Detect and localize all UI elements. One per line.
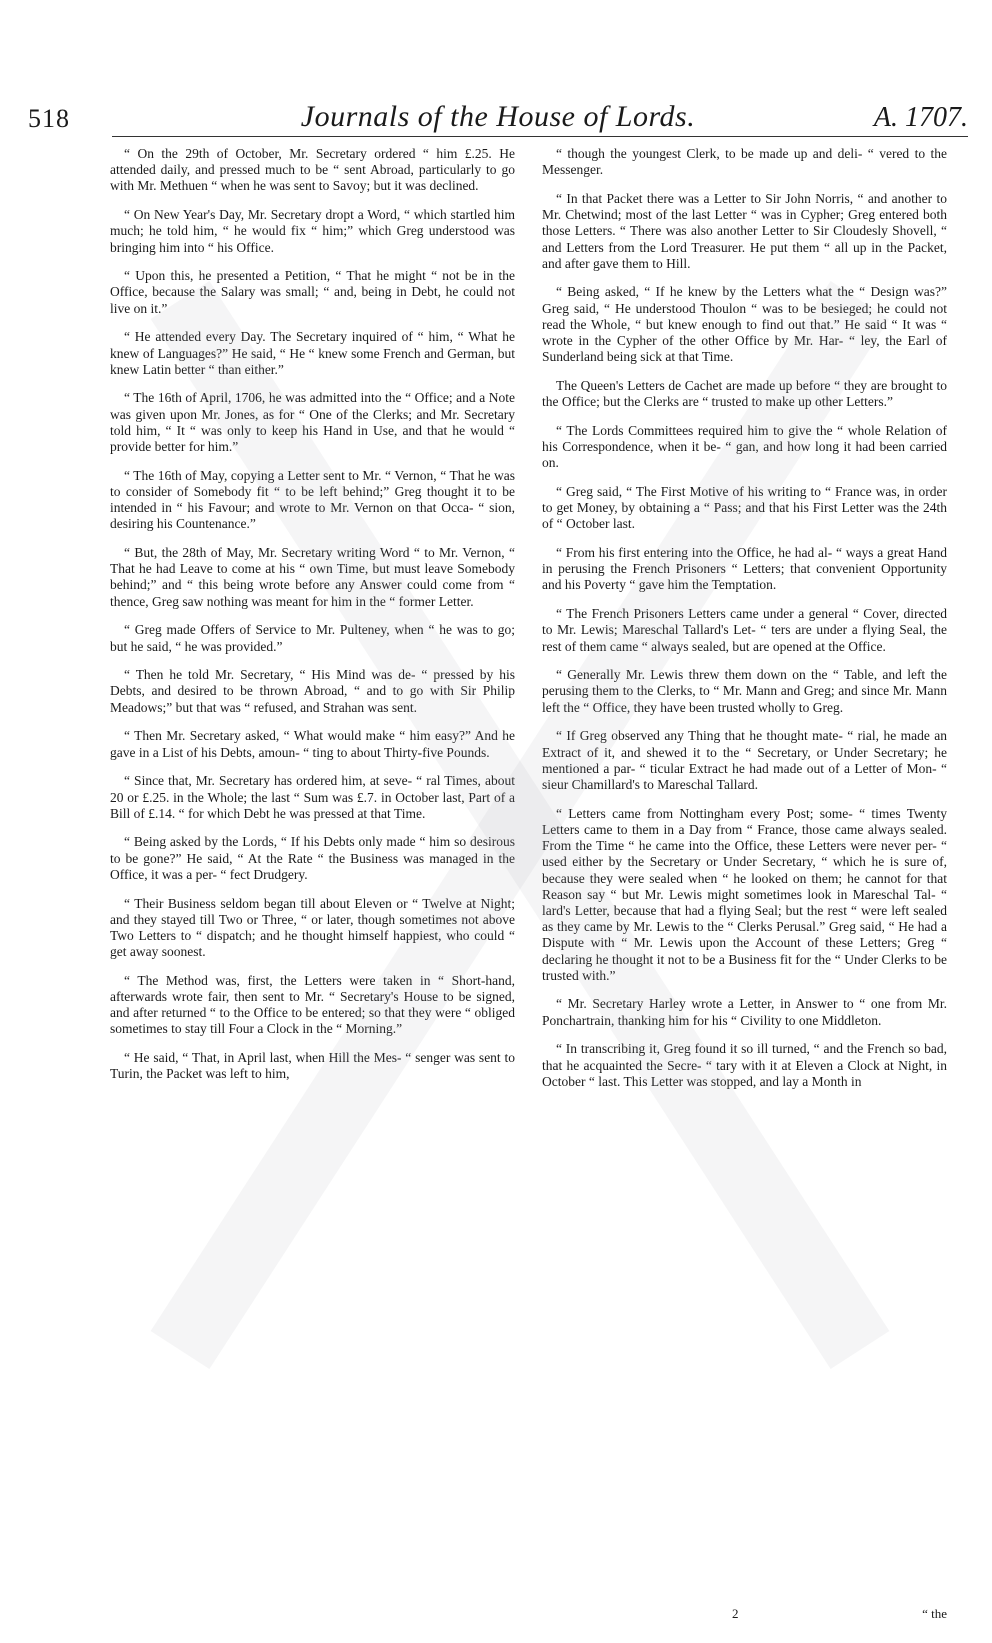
- paragraph: “ He said, “ That, in April last, when Hill the Mes- “ senger was sent to Turin, the Packet was left to him,: [110, 1050, 515, 1082]
- paragraph: “ Being asked by the Lords, “ If his Debts only made “ him so desirous to be gone?” He said, “ At the Rate “ the Business was managed in the Office, it was a per- “ fect Drudgery.: [110, 834, 515, 882]
- page-header: [28, 98, 968, 138]
- paragraph: “ Upon this, he presented a Petition, “ That he might “ not be in the Office, because the Salary was small; “ and, being in Debt, he could not live on it.”: [110, 268, 515, 316]
- paragraph: “ Then he told Mr. Secretary, “ His Mind was de- “ pressed by his Debts, and desired to be thrown Abroad, “ and to go with Sir Philip Meadows;” but that was “ refused, and Strahan was sent.: [110, 667, 515, 715]
- paragraph: “ The Method was, first, the Letters were taken in “ Short-hand, afterwards wrote fair, then sent to Mr. “ Secretary's House to be signed, and after returned “ to the Office to be entered; so that they were “ obliged sometimes to stay till Four a Clock in the “ Morning.”: [110, 972, 515, 1037]
- year-heading: A. 1707.: [873, 102, 968, 133]
- paragraph: “ Their Business seldom began till about Eleven or “ Twelve at Night; and they stayed till Two or Three, “ or later, though sometimes not above Two Letters to “ dispatch; and he thought himself happiest, who could “ get away soonest.: [110, 895, 515, 960]
- paragraph: “ The 16th of April, 1706, he was admitted into the “ Office; and a Note was given upon Mr. Jones, as for “ One of the Clerks; and Mr. Secretary told him, “ It “ was only to keep his Hand in Use, and that he would “ provide better for him.”: [110, 390, 515, 455]
- paragraph: “ Greg said, “ The First Motive of his writing to “ France was, in order to get Money, by obtaining a “ Pass; and that his First Letter was the 24th of “ October last.: [542, 483, 947, 532]
- paragraph: “ The French Prisoners Letters came under a general “ Cover, directed to Mr. Lewis; Mareschal Tallard's Let- “ ters are under a flying Seal, the rest of them came “ always sealed, but are opened at the Office.: [542, 606, 947, 654]
- paragraph: “ Then Mr. Secretary asked, “ What would make “ him easy?” And he gave in a List of his Debts, amoun- “ ting to about Thirty-five Pounds.: [110, 728, 515, 760]
- paragraph: “ Letters came from Nottingham every Post; some- “ times Twenty Letters came to them in a Day from “ France, those came always sealed. From the Time “ he came into the Office, these Letters were never per- “ used either by the Secretary or Under Secretary, “ which he is sure of, because they were sealed when “ he looked on them; he cannot for that Reason say “ but Mr. Lewis might sometimes look in Mareschal Tal- “ lard's Letter, because that had a flying Seal; but the rest “ were left sealed as they came by Mr. Lewis to the “ Clerks Perusal.” Greg said, “ He had a Dispute with “ Mr. Lewis upon the Account of these Letters; Greg “ declaring he thought it not to be a Business fit for the “ Under Clerks to be trusted with.”: [542, 805, 947, 983]
- paragraph: “ If Greg observed any Thing that he thought mate- “ rial, he made an Extract of it, and shewed it to the “ Secretary, or Under Secretary; he mentioned a par- “ ticular Extract he had made out of a Letter of Mon- “ sieur Chamillard's to Mareschal Tallard.: [542, 728, 947, 792]
- paragraph: “ Generally Mr. Lewis threw them down on the “ Table, and left the perusing them to the Clerks, to “ Mr. Mann and Greg; and since Mr. Mann left the “ Office, they have been trusted wholly to Greg.: [542, 667, 947, 715]
- paragraph: “ From his first entering into the Office, he had al- “ ways a great Hand in perusing the French Prisoners “ Letters; that convenient Opportunity and his Poverty “ gave him the Temptation.: [542, 545, 947, 593]
- paragraph: “ The 16th of May, copying a Letter sent to Mr. “ Vernon, “ That he was to consider of Somebody fit “ to be left behind;” Greg thought it to be intended in “ his Favour; and wrote to Mr. Vernon on that Occa- “ sion, desiring his Countenance.”: [110, 467, 515, 532]
- paragraph: “ In transcribing it, Greg found it so ill turned, “ and the French so bad, that he acquainted the Secre- “ tary with it at Eleven a Clock at Night, in October “ last. This Letter was stopped, and lay a Month in: [542, 1041, 947, 1089]
- paragraph: “ On the 29th of October, Mr. Secretary ordered “ him £.25. He attended daily, and pressed much to be “ sent Abroad, particularly to go with Mr. Methuen “ when he was sent to Savoy; but it was declined.: [110, 146, 515, 194]
- right-column: [542, 146, 947, 1102]
- running-title: Journals of the House of Lords.: [300, 100, 696, 133]
- header-rule: [112, 136, 968, 137]
- paragraph: “ In that Packet there was a Letter to Sir John Norris, “ and another to Mr. Chetwind; most of the last Letter “ was in Cypher; Greg entered both those Letters. “ There was also another Letter to Sir Cloudesly Shovell, “ and Letters from the Lord Treasurer. He put them “ all up in the Packet, and after gave them to Hill.: [542, 190, 947, 271]
- catchword: “ the: [922, 1606, 947, 1621]
- paragraph: “ But, the 28th of May, Mr. Secretary writing Word “ to Mr. Vernon, “ That he had Leave to come at his “ own Time, but must leave Somebody behind;” and “ this being wrote before any Answer could come from “ thence, Greg saw nothing was meant for him in the “ former Letter.: [110, 545, 515, 609]
- paragraph: “ The Lords Committees required him to give the “ whole Relation of his Correspondence, when it be- “ gan, and how long it had been carried on.: [542, 422, 947, 471]
- paragraph: “ He attended every Day. The Secretary inquired of “ him, “ What he knew of Languages?” He said, “ He “ knew some French and German, but knew Latin better “ than either.”: [110, 329, 515, 377]
- paragraph: The Queen's Letters de Cachet are made up before “ they are brought to the Office; but the Clerks are “ trusted to make up other Letters.”: [542, 377, 947, 410]
- left-column: [110, 146, 515, 1095]
- paragraph: “ On New Year's Day, Mr. Secretary dropt a Word, “ which startled him much; he told him, “ he would fix “ him;” which Greg understood was bringing him into “ his Office.: [110, 207, 515, 255]
- paragraph: “ Being asked, “ If he knew by the Letters what the “ Design was?” Greg said, “ He understood Thoulon “ was to be besieged; he could not read the Whole, “ but knew enough to find out that.” He said “ It was “ wrote in the Cypher of the other Office by Mr. Har- “ ley, the Earl of Sunderland being sick at that Time.: [542, 284, 947, 365]
- paragraph: “ Since that, Mr. Secretary has ordered him, at seve- “ ral Times, about 20 or £.25. in the Whole; the last “ Sum was £.7. in October last, Part of a Bill of £.14. “ for which Debt he was pressed at that Time.: [110, 773, 515, 821]
- signature-mark: 2: [732, 1606, 739, 1621]
- paragraph: “ though the youngest Clerk, to be made up and deli- “ vered to the Messenger.: [542, 146, 947, 178]
- paragraph: “ Greg made Offers of Service to Mr. Pulteney, when “ he was to go; but he said, “ he was provided.”: [110, 622, 515, 654]
- page-number: 518: [28, 104, 70, 133]
- page-footer: [542, 1606, 947, 1624]
- paragraph: “ Mr. Secretary Harley wrote a Letter, in Answer to “ one from Mr. Ponchartrain, thanking him for his “ Civility to one Middleton.: [542, 996, 947, 1028]
